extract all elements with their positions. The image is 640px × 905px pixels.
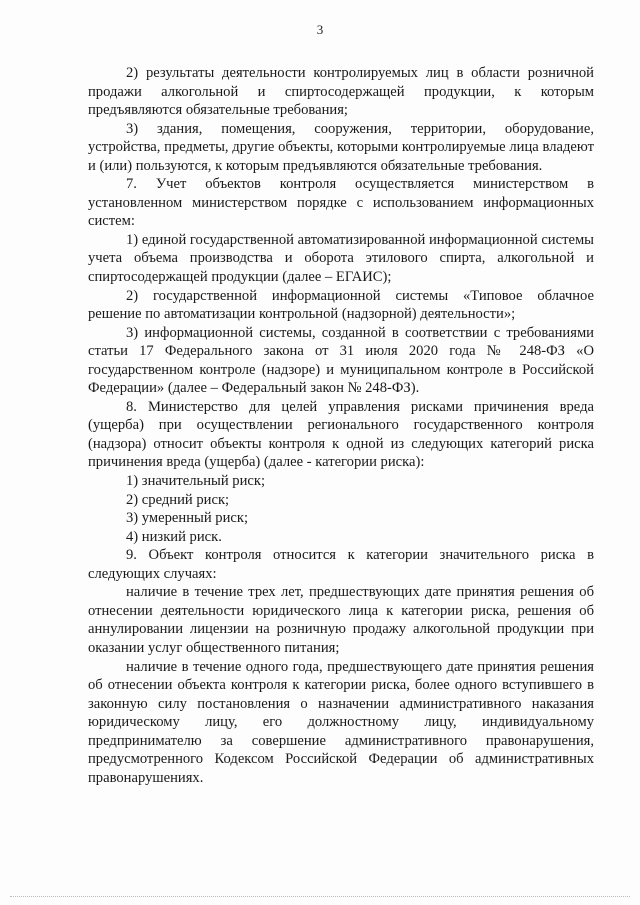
list-item: 2) средний риск; (126, 491, 230, 508)
document-body (88, 64, 594, 787)
paragraph: 2) результаты деятельности контролируемых лиц в области розничной продажи алкогольной и спиртосодержащей продукции, к которым предъявляются обязательные требования; (88, 65, 594, 119)
paragraph: наличие в течение трех лет, предшествующих дате принятия решения об отнесении деятельности юридического лица к категории риска, решения об аннулировании лицензии на розничную продажу алкогольной продукции при оказании услуг общественного питания; (88, 584, 594, 656)
scan-artifact (10, 894, 630, 897)
list-item: 3) умеренный риск; (126, 510, 249, 527)
paragraph: 7. Учет объектов контроля осуществляется министерством в установленном министерством порядке с использованием информационных систем: (88, 176, 594, 230)
list-item: 4) низкий риск. (126, 528, 222, 545)
paragraph: наличие в течение одного года, предшествующего дате принятия решения об отнесении объекта контроля к категории риска, более одного вступившего в законную силу постановления о назначении административного наказания юридическому лицу, его должностному лицу, индивидуальному предпринимателю за совершение административного правонарушения, предусмотренного Кодексом Российской Федерации об административных правонарушениях. (88, 658, 594, 786)
paragraph: 1) единой государственной автоматизированной информационной системы учета объема производства и оборота этилового спирта, алкогольной и спиртосодержащей продукции (далее – ЕГАИС); (88, 231, 594, 286)
paragraph: 2) государственной информационной системы «Типовое облачное решение по автоматизации контрольной (надзорной) деятельности»; (88, 287, 594, 323)
paragraph: 3) информационной системы, созданной в соответствии с требованиями статьи 17 Федерального закона от 31 июля 2020 года № 248-ФЗ «О государственном контроле (надзоре) и муниципальном контроле в Российской Федерации» (далее – Федеральный закон № 248-ФЗ). (88, 324, 594, 397)
page-number: 3 (316, 22, 324, 37)
paragraph: 3) здания, помещения, сооружения, территории, оборудование, устройства, предметы, другие объекты, которыми контролируемые лица владеют и (или) пользуются, к которым предъявляются обязательные требования. (88, 120, 594, 174)
paragraph: 8. Министерство для целей управления рисками причинения вреда (ущерба) при осуществлении регионального государственного контроля (надзора) относит объекты контроля к одной из следующих категорий риска причинения вреда (ущерба) (далее - категории риска): (88, 398, 594, 471)
list-item: 1) значительный риск; (126, 473, 266, 490)
paragraph: 9. Объект контроля относится к категории значительного риска в следующих случаях: (88, 547, 594, 582)
